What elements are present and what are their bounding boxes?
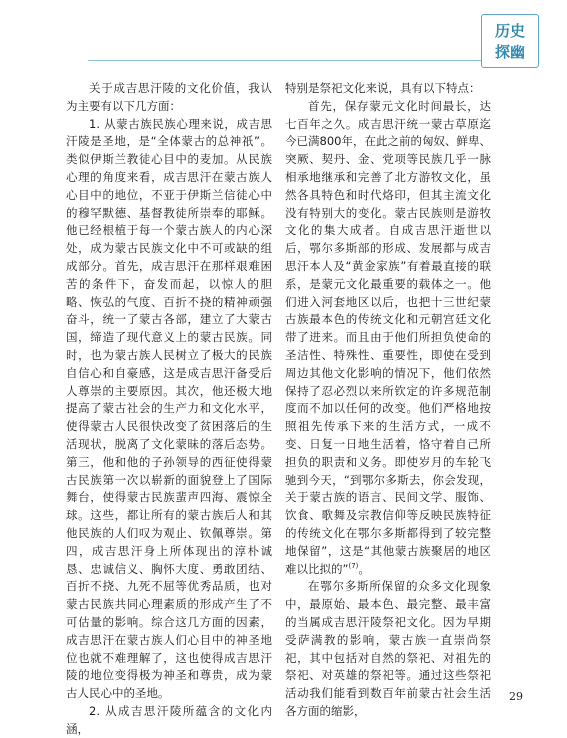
paragraph: 2. 从成吉思汗陵所蕴含的文化内涵， — [66, 703, 272, 736]
paragraph: 特别是祭祀文化来说，具有以下特点： — [285, 81, 481, 95]
section-badge-line1: 历史 — [494, 22, 525, 40]
paragraph: 在鄂尔多斯所保留的众多文化现象中，最原始、最本色、最完整、最丰富的当属成吉思汗陵祭祀文化。因为早期受萨满教的影响，蒙古族一直崇尚祭祀，其中包括对自然的祭祀、对祖先的祭祀、对英雄的祭祀等。通过这些祭祀活动我们能看到数百年前蒙古社会生活各方面的缩影， — [285, 579, 491, 718]
paragraph-text: 首先，保存蒙元文化时间最长，达七百年之久。成吉思汗统一蒙古草原迄今已满800年，在此之前的匈奴、鲜卑、突厥、契丹、金、党项等民族几乎一脉相承地继承和完善了北方游牧文化，虽然各具特色和时代烙印，但其主流文化没有特别大的变化。蒙古民族则是游牧文化的集大成者。自成吉思汗逝世以后，鄂尔多斯部的形成、发展都与成吉思汗本人及“黄金家族”有着最直接的联系，是蒙元文化最重要的载体之一。他们进入河套地区以后，也把十三世纪蒙古族最本色的传统文化和元朝宫廷文化带了进来。而且由于他们所担负使命的圣洁性、特殊性、重要性，即使在受到周边其他文化影响的情况下，他们依然保持了忍必烈以来所钦定的许多规范制度而不加以任何的改变。他们严格地按照祖先传承下来的生活方式，一成不变、日复一日地生活着，恪守着自己所担负的职责和义务。即使岁月的车轮飞驰到今天，“到鄂尔多斯去，你会发现，关于蒙古族的语言、民间文学、服饰、饮食、歌舞及宗教信仰等反映民族特征的传统文化在鄂尔多斯都得到了较完整地保留”，这是“其他蒙古族聚居的地区难以比拟的” — [285, 98, 491, 576]
section-badge — [481, 14, 539, 68]
header-rule — [88, 60, 481, 61]
section-badge-line2: 探幽 — [494, 43, 525, 61]
paragraph: 关于成吉思汗陵的文化价值，我认为主要有以下几方面： — [66, 81, 272, 113]
page-number: 29 — [509, 690, 523, 703]
left-column — [66, 80, 272, 738]
right-column — [285, 80, 491, 721]
footnote-marker: (7) — [348, 561, 359, 570]
paragraph-end: 。 — [358, 561, 370, 576]
paragraph — [285, 98, 491, 579]
paragraph: 1. 从蒙古族民族心理来说，成吉思汗陵是圣地，是“全体蒙古的总神祇”。类似伊斯兰教徒心目中的麦加。从民族心理的角度来看，成吉思汗在蒙古族人心目中的地位，不亚于伊斯兰信徒心中的穆罕默德、基督教徒所崇奉的耶稣。他已经根植于每一个蒙古族人的内心深处，成为蒙古民族文化中不可或缺的组成部分。首先，成吉思汗在那样艰难困苦的条件下，奋发而起，以惊人的胆略、恢弘的气度、百折不挠的精神顽强奋斗，统一了蒙古各部，建立了大蒙古国，缔造了现代意义上的蒙古民族。同时，也为蒙古族人民树立了极大的民族自信心和自豪感，这是成吉思汗备受后人尊崇的主要原因。其次，他还极大地提高了蒙古社会的生产力和文化水平，使得蒙古人民很快改变了贫困落后的生活现状，脱离了文化蒙昧的落后态势。第三，他和他的子孙领导的西征使得蒙古民族第一次以崭新的面貌登上了国际舞台，使得蒙古民族蜚声四海、震惊全球。这些，都让所有的蒙古族后人和其他民族的人们叹为观止、钦佩尊崇。第四，成吉思汗身上所体现出的淳朴诚恳、忠诚信义、胸怀大度、勇敢团结、百折不挠、九死不屈等优秀品质，也对蒙古民族共同心理素质的形成产生了不可估量的影响。综合这几方面的因素，成吉思汗在蒙古族人们心目中的神圣地位也就不难理解了，这也使得成吉思汗陵的地位变得极为神圣和尊贵，成为蒙古人民心中的圣地。 — [66, 116, 272, 701]
